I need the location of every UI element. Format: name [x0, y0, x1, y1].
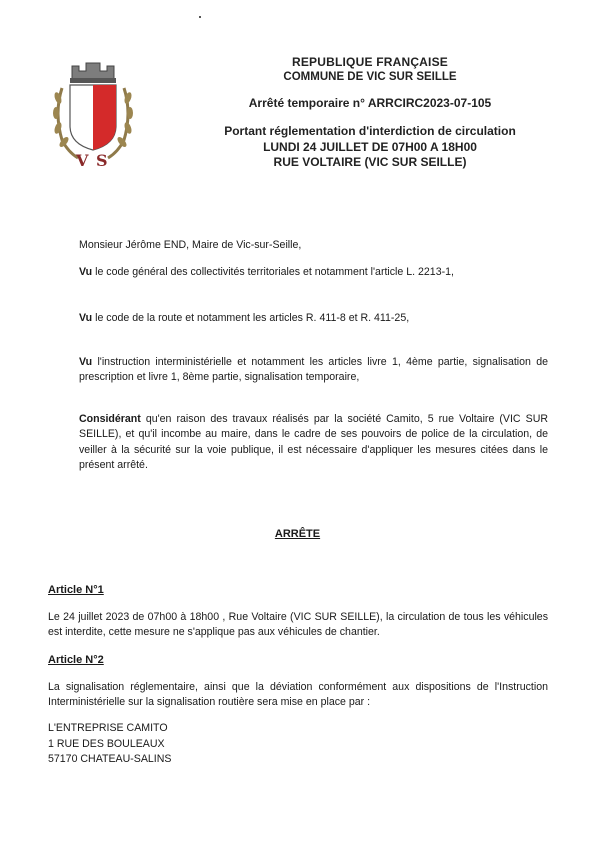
article-text: La signalisation réglementaire, ainsi que la déviation conformément aux dispositions de l'Instruction Interministérielle sur la signalisation routière sera mise en place par :	[48, 681, 548, 709]
subject-line: LUNDI 24 JUILLET DE 07H00 A 18H00	[263, 139, 477, 154]
vu-paragraph	[79, 355, 548, 386]
article-text: Le 24 juillet 2023 de 07h00 à 18h00 , Rue Voltaire (VIC SUR SEILLE), la circulation de tous les véhicules est interdite, cette mesure ne s'applique pas aux véhicules de chantier.	[48, 611, 548, 639]
coat-of-arms-icon	[52, 58, 134, 170]
address-line: 1 RUE DES BOULEAUX	[48, 737, 165, 750]
arrete-title-text: ARRÊTE	[274, 528, 321, 540]
subject-line: RUE VOLTAIRE (VIC SUR SEILLE)	[273, 155, 467, 169]
svg-text:V: V	[76, 151, 89, 170]
considerant-label: Considérant	[79, 413, 141, 425]
subject-line: Portant réglementation d'interdiction de circulation	[224, 124, 516, 138]
address-line: 57170 CHATEAU-SALINS	[48, 753, 172, 766]
considerant-text: qu'en raison des travaux réalisés par la société Camito, 5 rue Voltaire (VIC SUR SEILLE), et qu'il incombe au maire, dans le cadre de ses pouvoirs de police de la circulation, de veiller à la sécurité sur la voie publique, il est nécessaire d'appliquer les mesures citées dans le présent arrêté.	[79, 413, 548, 472]
contractor-address	[48, 721, 548, 768]
svg-text:S: S	[96, 151, 108, 170]
commune-heading: COMMUNE DE VIC SUR SEILLE	[283, 71, 457, 83]
scan-speck	[199, 16, 201, 18]
vu-text: le code de la route et notamment les articles R. 411-8 et R. 411-25,	[92, 312, 410, 324]
address-line: L'ENTREPRISE CAMITO	[48, 722, 168, 734]
arrete-number: Arrêté temporaire n° ARRCIRC2023-07-105	[248, 96, 492, 110]
considerant-paragraph	[79, 412, 548, 474]
article-title: Article N°2	[48, 654, 104, 666]
arrete-title	[0, 528, 595, 540]
article-title: Article N°1	[48, 584, 104, 596]
mayor-line: Monsieur Jérôme END, Maire de Vic-sur-Seille,	[79, 239, 302, 251]
vu-label: Vu	[79, 312, 93, 324]
republic-heading: REPUBLIQUE FRANÇAISE	[291, 55, 448, 69]
vu-label: Vu	[79, 356, 93, 368]
vu-paragraph	[79, 311, 548, 326]
vu-text: l'instruction interministérielle et notamment les articles livre 1, 4ème partie, signalisation de prescription et livre 1, 8ème partie, signalisation temporaire,	[79, 356, 548, 384]
vu-paragraph	[79, 265, 548, 280]
vu-label: Vu	[79, 266, 93, 278]
vu-text: le code général des collectivités territoriales et notamment l'article L. 2213-1,	[92, 266, 454, 278]
subject-block	[150, 124, 590, 171]
